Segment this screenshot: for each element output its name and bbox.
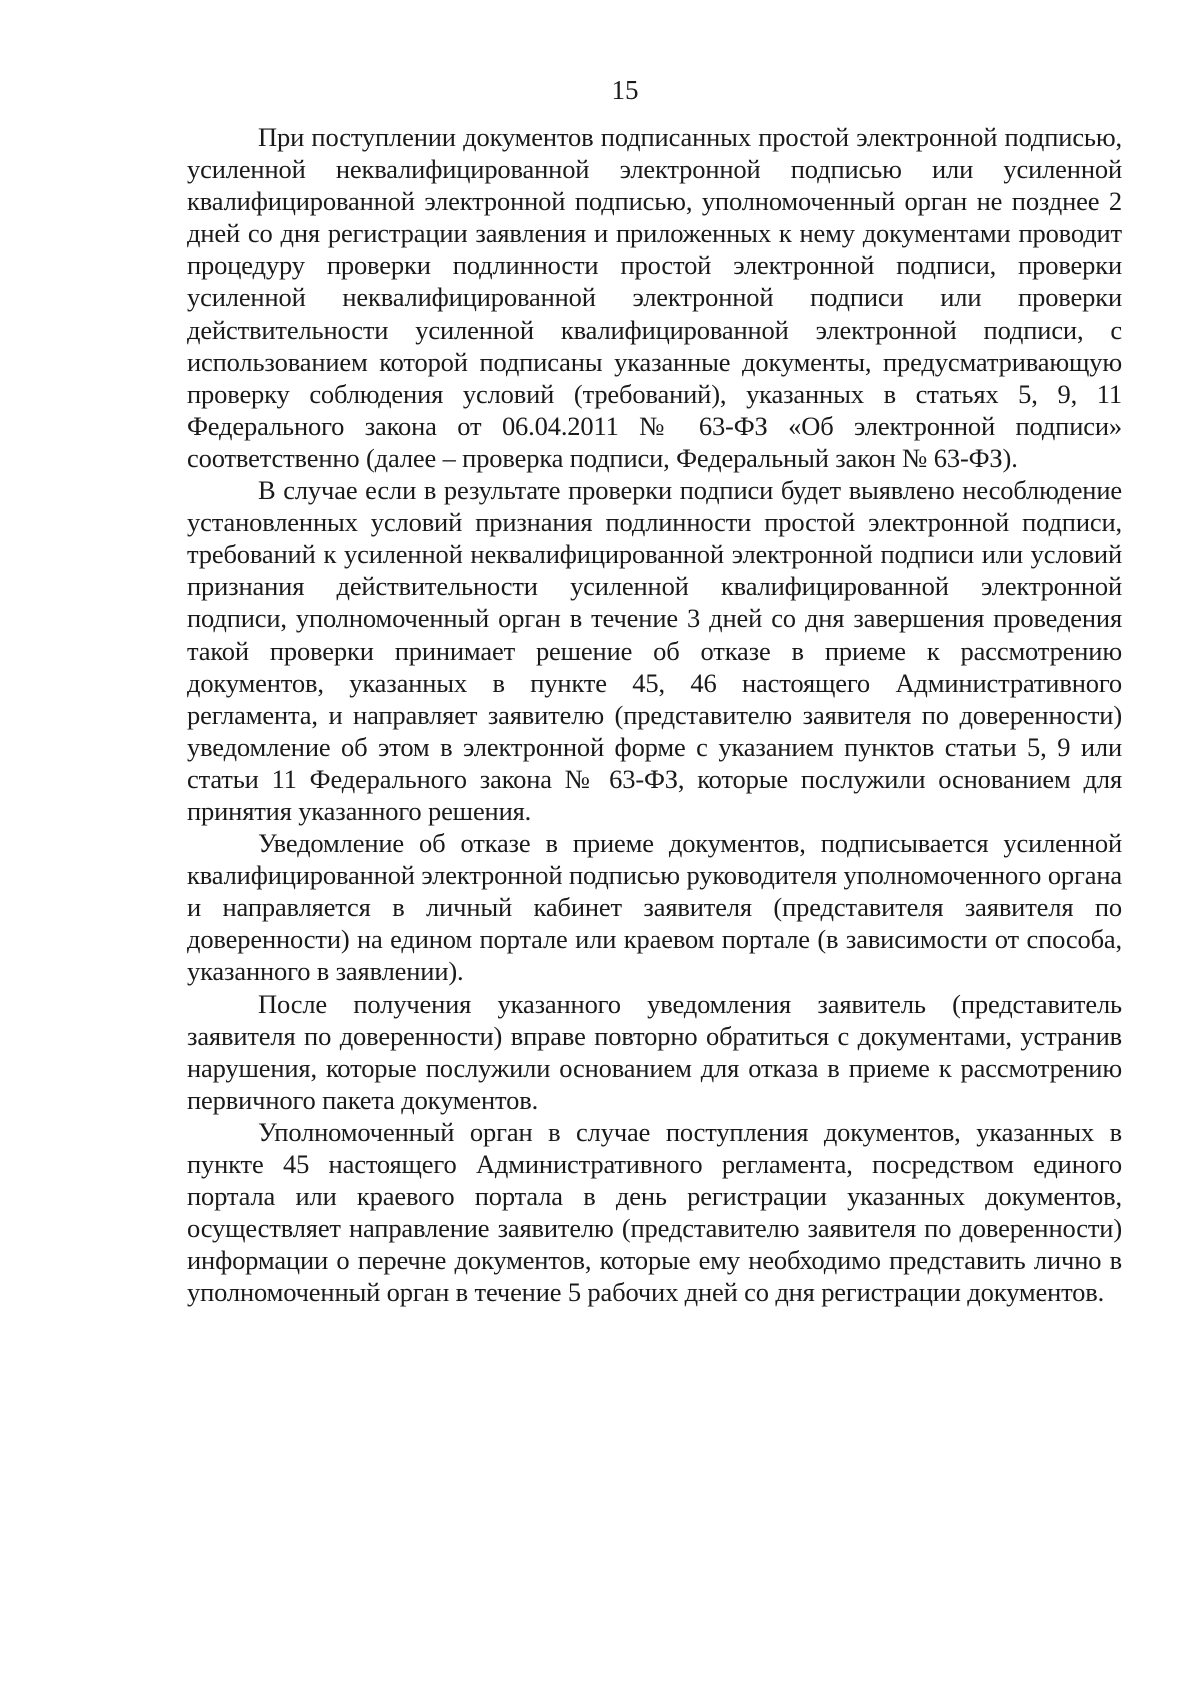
page-number: 15 — [611, 75, 639, 105]
paragraph-document-list-notice: Уполномоченный орган в случае поступления документов, указанных в пункте 45 настоящего Административного регламента, посредством единого портала или краевого портала в день регистрации указанных документов, осуществляет направление заявителю (представителю заявителя по доверенности) информации о перечне документов, которые ему необходимо представить лично в уполномоченный орган в течение 5 рабочих дней со дня регистрации документов. — [187, 1116, 1122, 1308]
document-body — [187, 121, 1122, 1308]
paragraph-verification-failure: В случае если в результате проверки подписи будет выявлено несоблюдение установленных условий признания подлинности простой электронной подписи, требований к усиленной неквалифицированной электронной подписи или условий признания действительности усиленной квалифицированной электронной подписи, уполномоченный орган в течение 3 дней со дня завершения проведения такой проверки принимает решение об отказе в приеме к рассмотрению документов, указанных в пункте 45, 46 настоящего Административного регламента, и направляет заявителю (представителю заявителя по доверенности) уведомление об этом в электронной форме с указанием пунктов статьи 5, 9 или статьи 11 Федерального закона № 63-ФЗ, которые послужили основанием для принятия указанного решения. — [187, 475, 1122, 826]
paragraph-signature-verification: При поступлении документов подписанных простой электронной подписью, усиленной неквалифицированной электронной подписью или усиленной квалифицированной электронной подписью, уполномоченный орган не позднее 2 дней со дня регистрации заявления и приложенных к нему документами проводит процедуру проверки подлинности простой электронной подписи, проверки усиленной неквалифицированной электронной подписи или проверки действительности усиленной квалифицированной электронной подписи, с использованием которой подписаны указанные документы, предусматривающую проверку соблюдения условий (требований), указанных в статьях 5, 9, 11 Федерального закона от 06.04.2011 № 63-ФЗ «Об электронной подписи» соответственно (далее – проверка подписи, Федеральный закон № 63-ФЗ). — [187, 122, 1122, 473]
paragraph-refusal-notice: Уведомление об отказе в приеме документов, подписывается усиленной квалифицированной электронной подписью руководителя уполномоченного органа и направляется в личный кабинет заявителя (представителя заявителя по доверенности) на едином портале или краевом портале (в зависимости от способа, указанного в заявлении). — [187, 828, 1122, 987]
paragraph-resubmission: После получения указанного уведомления заявитель (представитель заявителя по доверенности) вправе повторно обратиться с документами, устранив нарушения, которые послужили основанием для отказа в приеме к рассмотрению первичного пакета документов. — [187, 988, 1122, 1115]
